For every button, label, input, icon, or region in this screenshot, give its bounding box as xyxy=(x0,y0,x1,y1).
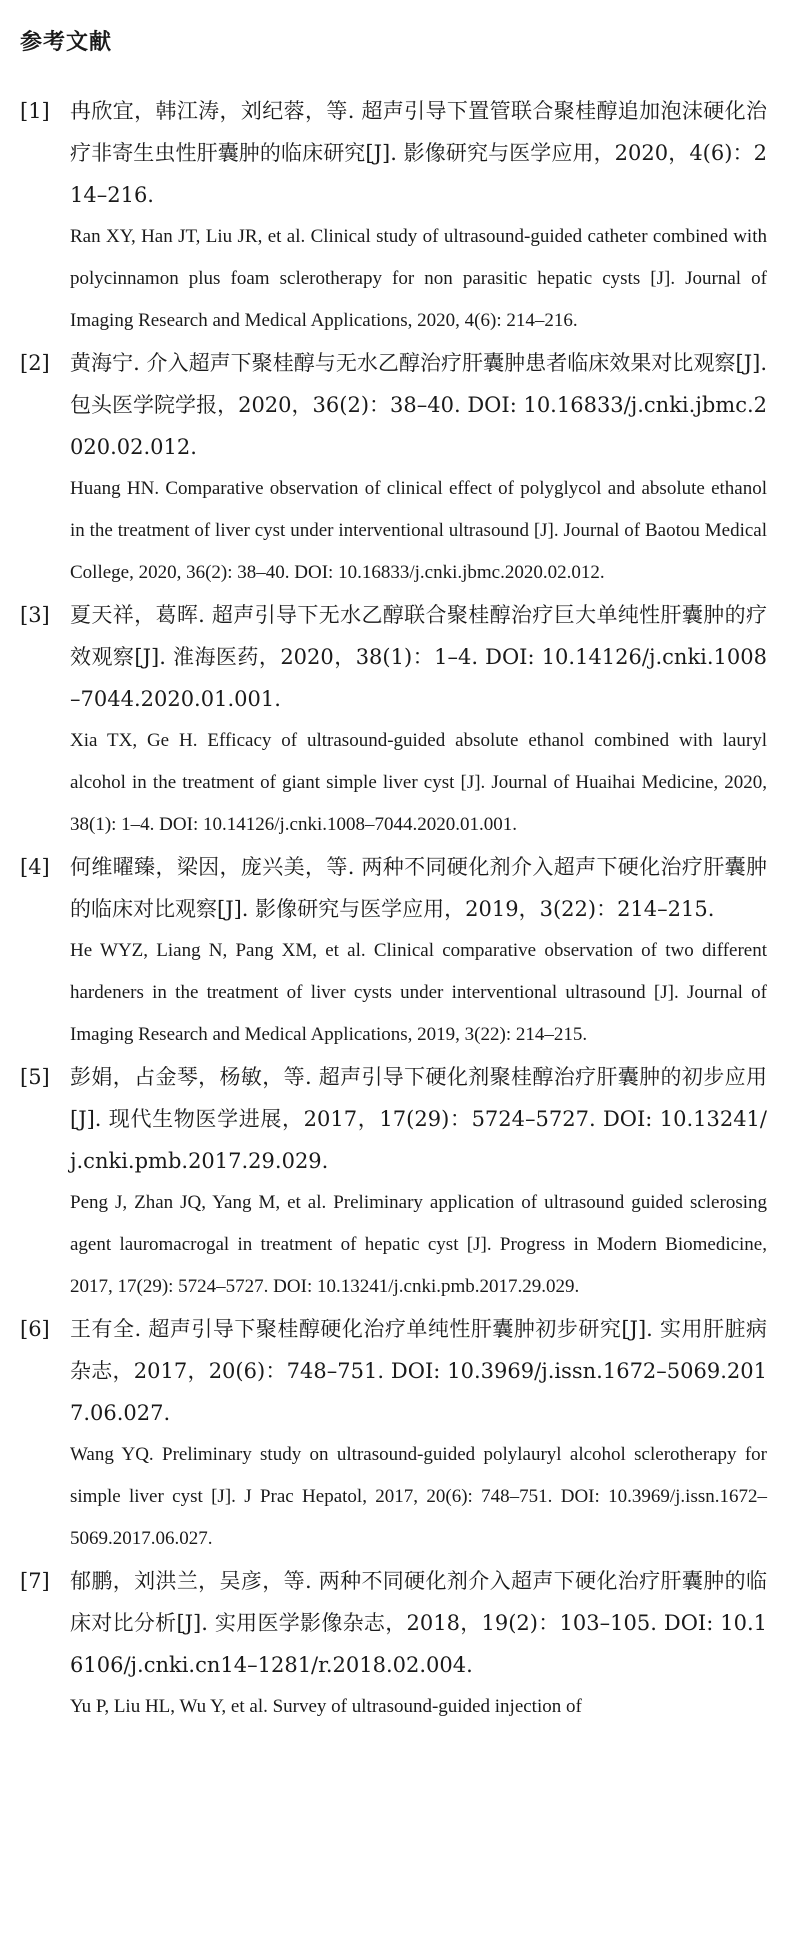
reference-item-7 xyxy=(20,1560,767,1728)
reference-number: [2] xyxy=(20,351,50,375)
reference-number: [4] xyxy=(20,855,50,879)
reference-chinese-text: 何维曜臻，梁因，庞兴美，等. 两种不同硬化剂介入超声下硬化治疗肝囊肿的临床对比观察[J]. 影像研究与医学应用，2019，3(22)：214–215. xyxy=(70,855,767,921)
reference-chinese-text: 冉欣宜，韩江涛，刘纪蓉，等. 超声引导下置管联合聚桂醇追加泡沫硬化治疗非寄生虫性肝囊肿的临床研究[J]. 影像研究与医学应用，2020，4(6)：214–216. xyxy=(70,99,767,207)
reference-number: [7] xyxy=(20,1569,50,1593)
reference-number: [3] xyxy=(20,603,50,627)
references-heading: 参考文献 xyxy=(20,30,113,55)
reference-item-1 xyxy=(20,90,767,342)
reference-number: [5] xyxy=(20,1065,50,1089)
reference-item-4 xyxy=(20,846,767,1056)
reference-english-text: Wang YQ. Preliminary study on ultrasound-guided polylauryl alcohol sclerotherapy for simple liver cyst [J]. J Prac Hepatol, 2017, 20(6): 748–751. DOI: 10.3969/j.issn.1672–5069.2017.06.027. xyxy=(70,1444,767,1549)
reference-english-text: Yu P, Liu HL, Wu Y, et al. Survey of ultrasound-guided injection of xyxy=(70,1696,582,1717)
reference-item-6 xyxy=(20,1308,767,1560)
reference-english-text: Ran XY, Han JT, Liu JR, et al. Clinical study of ultrasound-guided catheter combined with polycinnamon plus foam sclerotherapy for non parasitic hepatic cysts [J]. Journal of Imaging Research and Medical Applications, 2020, 4(6): 214–216. xyxy=(70,226,767,331)
reference-chinese-text: 黄海宁. 介入超声下聚桂醇与无水乙醇治疗肝囊肿患者临床效果对比观察[J]. 包头医学院学报，2020，36(2)：38–40. DOI: 10.16833/j.cnki.jbmc.2020.02.012. xyxy=(70,351,767,459)
reference-chinese-text: 夏天祥，葛晖. 超声引导下无水乙醇联合聚桂醇治疗巨大单纯性肝囊肿的疗效观察[J]. 淮海医药，2020，38(1)：1–4. DOI: 10.14126/j.cnki.1008–7044.2020.01.001. xyxy=(70,603,767,711)
reference-english-text: He WYZ, Liang N, Pang XM, et al. Clinical comparative observation of two different hardeners in the treatment of liver cysts under interventional ultrasound [J]. Journal of Imaging Research and Medical Applications, 2019, 3(22): 214–215. xyxy=(70,940,767,1045)
reference-number: [1] xyxy=(20,99,50,123)
reference-english-text: Xia TX, Ge H. Efficacy of ultrasound-guided absolute ethanol combined with lauryl alcohol in the treatment of giant simple liver cyst [J]. Journal of Huaihai Medicine, 2020, 38(1): 1–4. DOI: 10.14126/j.cnki.1008–7044.2020.01.001. xyxy=(70,730,767,835)
reference-chinese-text: 郁鹏，刘洪兰，吴彦，等. 两种不同硬化剂介入超声下硬化治疗肝囊肿的临床对比分析[J]. 实用医学影像杂志，2018，19(2)：103–105. DOI: 10.16106/j.cnki.cn14–1281/r.2018.02.004. xyxy=(70,1569,767,1677)
reference-chinese-text: 彭娟，占金琴，杨敏，等. 超声引导下硬化剂聚桂醇治疗肝囊肿的初步应用[J]. 现代生物医学进展，2017，17(29)：5724–5727. DOI: 10.13241/j.cnki.pmb.2017.29.029. xyxy=(70,1065,767,1173)
reference-chinese-text: 王有全. 超声引导下聚桂醇硬化治疗单纯性肝囊肿初步研究[J]. 实用肝脏病杂志，2017，20(6)：748–751. DOI: 10.3969/j.issn.1672–5069.2017.06.027. xyxy=(70,1317,767,1425)
reference-item-2 xyxy=(20,342,767,594)
reference-item-5 xyxy=(20,1056,767,1308)
reference-english-text: Peng J, Zhan JQ, Yang M, et al. Preliminary application of ultrasound guided sclerosing agent lauromacrogal in treatment of hepatic cyst [J]. Progress in Modern Biomedicine, 2017, 17(29): 5724–5727. DOI: 10.13241/j.cnki.pmb.2017.29.029. xyxy=(70,1192,767,1297)
reference-number: [6] xyxy=(20,1317,50,1341)
reference-item-3 xyxy=(20,594,767,846)
reference-english-text: Huang HN. Comparative observation of clinical effect of polyglycol and absolute ethanol in the treatment of liver cyst under interventional ultrasound [J]. Journal of Baotou Medical College, 2020, 36(2): 38–40. DOI: 10.16833/j.cnki.jbmc.2020.02.012. xyxy=(70,478,767,583)
